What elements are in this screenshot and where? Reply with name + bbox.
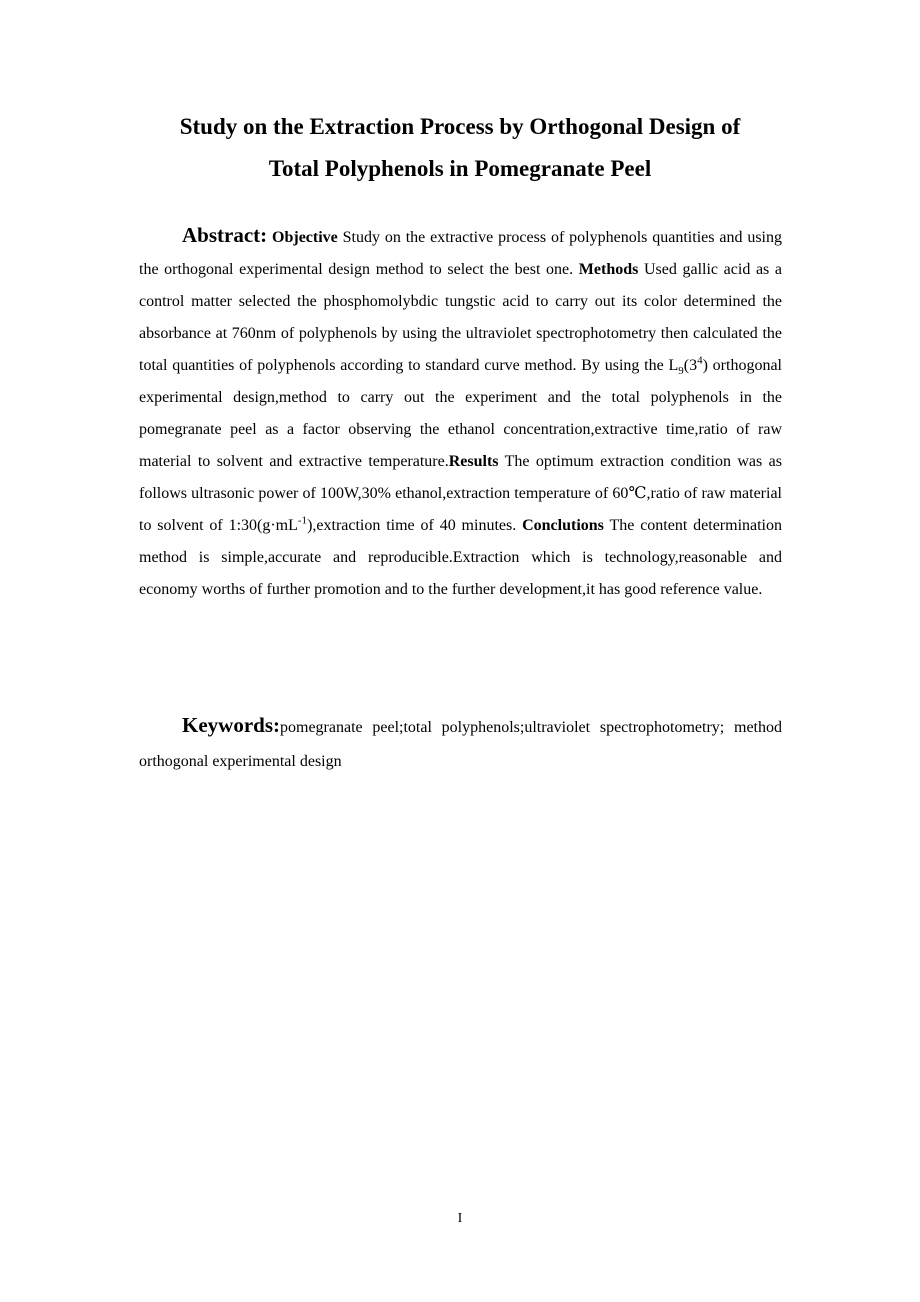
objective-text: Study on the extractive process of polyphenols quantities and using the orthogonal experimental design method to select the best one. [139, 229, 782, 278]
keywords-label: Keywords: [182, 713, 280, 737]
results-text-end: ),extraction time of 40 minutes. [307, 517, 523, 534]
methods-text: Used gallic acid as a control matter selected the phosphomolybdic tungstic acid to carry out its color determined the absorbance at 760nm of polyphenols by using the ultraviolet spectrophotometry then calculated the total quantities of polyphenols according to standard curve method. By using the L [139, 261, 783, 374]
paper-title-line-2: Total Polyphenols in Pomegranate Peel [268, 156, 652, 181]
abstract-paragraph [139, 219, 782, 606]
keywords-paragraph [139, 708, 782, 779]
methods-text-continued: (3 [683, 357, 698, 374]
methods-label: Methods [578, 261, 639, 278]
results-text: The optimum extraction condition was as follows ultrasonic power of 100W,30% ethanol,extraction temperature of 60℃,ratio of raw material to solvent of 1:30(g·mL [139, 453, 782, 534]
conclusions-label: Conclutions [522, 517, 604, 534]
paper-title-line-1: Study on the Extraction Process by Orthogonal Design of [179, 114, 741, 139]
methods-subscript: 9 [678, 365, 684, 378]
abstract-label: Abstract: [182, 223, 268, 247]
conclusions-text: The content determination method is simple,accurate and reproducible.Extraction which is technology,reasonable and economy worths of further promotion and to the further development,it has good reference value. [139, 517, 783, 598]
objective-label: Objective [272, 229, 338, 246]
page-number: I [457, 1211, 463, 1226]
results-superscript: -1 [297, 514, 308, 527]
methods-text-end: ) orthogonal experimental design,method to carry out the experiment and the total polyphenols in the pomegranate peel as a factor observing the ethanol concentration,extractive time,ratio of raw material to solvent and extractive temperature. [139, 357, 783, 470]
results-label: Results [448, 453, 499, 470]
keywords-text: pomegranate peel;total polyphenols;ultraviolet spectrophotometry; method orthogonal experimental design [139, 719, 782, 770]
methods-superscript: 4 [697, 354, 703, 367]
